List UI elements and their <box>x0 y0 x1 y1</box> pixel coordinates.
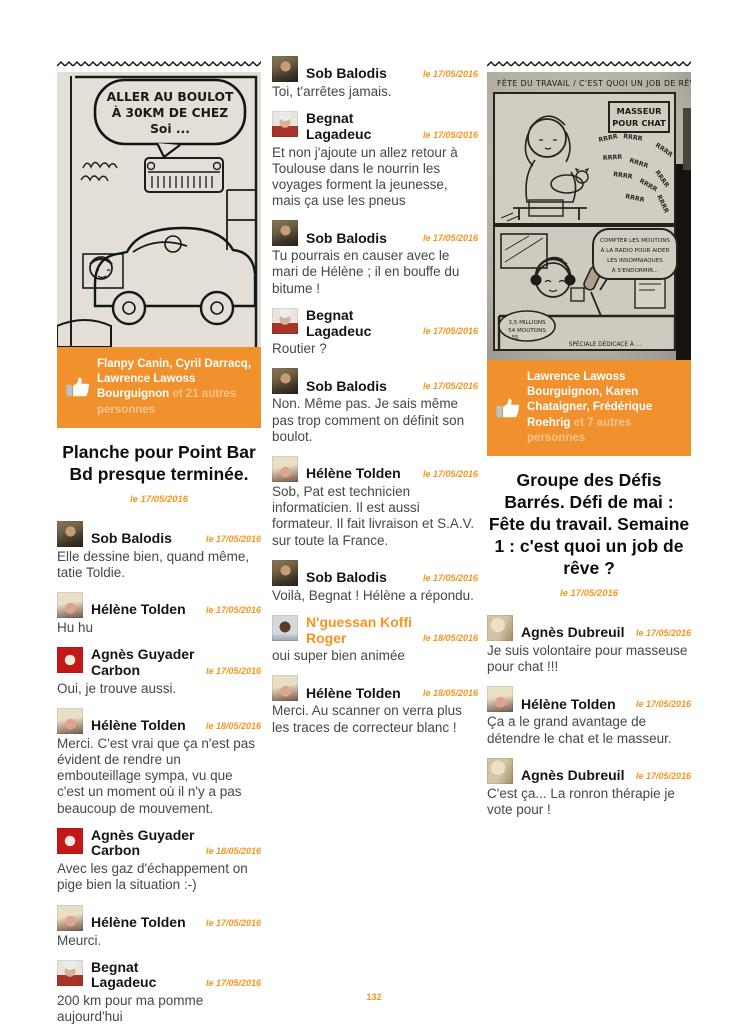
comment-date: le 18/05/2016 <box>422 688 478 699</box>
purr-text: RRRR <box>655 193 670 215</box>
comment-date: le 17/05/2016 <box>205 665 261 676</box>
comment-date: le 17/05/2016 <box>635 770 691 781</box>
comment-header <box>272 308 478 339</box>
comment-header <box>272 675 478 701</box>
comment-text: 200 km pour ma pomme aujourd'hui <box>57 993 204 1024</box>
comment <box>57 647 261 697</box>
commenter-name: Hélène Tolden <box>91 913 186 930</box>
comment-text: Voilà, Begnat ! Hélène a répondu. <box>272 587 474 603</box>
comment-date: le 18/05/2016 <box>205 846 261 857</box>
page-number: 132 <box>366 992 382 1002</box>
commenter-name: Hélène Tolden <box>91 717 186 734</box>
comment-date: le 17/05/2016 <box>422 233 478 244</box>
comments-middle-column <box>272 56 478 747</box>
comment-date: le 17/05/2016 <box>422 326 478 337</box>
comment-text: Meurci. <box>57 932 102 948</box>
comment <box>272 456 478 549</box>
comment-date: le 17/05/2016 <box>635 699 691 710</box>
commenter-name: Sob Balodis <box>306 65 387 82</box>
likers-more: et 21 autres personnes <box>97 388 237 416</box>
comment-header <box>272 111 478 142</box>
speech-bubble-line: À 30KM DE CHEZ <box>111 106 229 120</box>
comment-text: Tu pourrais en causer avec le mari de Hélène ; il en bouffe du bitume ! <box>272 248 460 296</box>
comment-header <box>57 521 261 547</box>
speech-bubble-line: LES INSOMNIAQUES <box>607 258 663 264</box>
commenter-name: Agnès Guyader Carbon <box>91 826 195 859</box>
comment-text: Hu hu <box>57 620 94 636</box>
commenter-name: Sob Balodis <box>306 377 387 394</box>
comment-header <box>57 960 261 991</box>
comment-header <box>57 905 261 931</box>
comment-text: Je suis volontaire pour masseuse pour chat !!! <box>487 643 688 675</box>
comment-text: C'est ça... La ronron thérapie je vote pour ! <box>487 785 675 818</box>
count-text: 3,5 MILLIONS <box>508 320 546 326</box>
comment-text: oui super bien animée <box>272 648 405 664</box>
comment <box>487 615 691 675</box>
comment-text: Sob, Pat est technicien informaticien. Il est aussi formateur. Il fait livraison et S.A.V. sur toute la France. <box>272 483 475 548</box>
comment <box>487 758 691 818</box>
commenter-name: N'guessan Koffi Roger <box>306 613 413 646</box>
comment-header <box>487 758 691 784</box>
purr-text: RRRR <box>597 133 619 144</box>
comment-date: le 17/05/2016 <box>205 605 261 616</box>
likers-more: et 7 autres personnes <box>527 416 632 444</box>
likers-names: Flanpy Canin, Cyril Darracq, Lawrence Lawoss Bourguignon <box>97 358 252 401</box>
commenter-avatar <box>272 560 298 586</box>
likes-banner <box>487 360 691 456</box>
comment-header <box>272 56 478 82</box>
comment-header <box>272 220 478 246</box>
comment-date: le 17/05/2016 <box>422 129 478 140</box>
speech-bubble-line: ALLER AU BOULOT <box>106 90 234 104</box>
sign-text: POUR CHAT <box>612 118 666 128</box>
zigzag-divider <box>487 60 691 68</box>
commenter-avatar <box>57 905 83 931</box>
commenter-name: Agnès Dubreuil <box>521 624 625 641</box>
comment-date: le 18/05/2016 <box>205 720 261 731</box>
comment-header <box>57 828 261 859</box>
commenter-name: Agnès Dubreuil <box>521 767 625 784</box>
commenter-avatar <box>272 368 298 394</box>
commenter-avatar <box>487 615 513 641</box>
comment-date: le 17/05/2016 <box>422 69 478 79</box>
likers-text <box>527 370 683 446</box>
commenter-avatar <box>57 960 83 986</box>
comment-header <box>57 647 261 678</box>
comment <box>272 560 478 604</box>
comment-header <box>272 368 478 394</box>
commenter-name: Agnès Guyader Carbon <box>91 646 195 679</box>
commenter-avatar <box>272 220 298 246</box>
thumbs-up-icon <box>496 397 522 419</box>
comment-date: le 18/05/2016 <box>422 633 478 644</box>
comment-text: Avec les gaz d'échappement on pige bien la situation :-) <box>57 861 248 893</box>
commenter-name: Begnat Lagadeuc <box>306 306 372 339</box>
comment-text: Merci. C'est vrai que ça n'est pas évident de rendre un embouteillage sympa, vu que c'est un moment où il n'y a pas beaucoup de mouvement. <box>57 735 255 816</box>
speech-bubble-line: Soi ... <box>150 122 190 136</box>
comment-header <box>487 615 691 641</box>
commenter-name: Hélène Tolden <box>521 695 616 712</box>
purr-text: RRRR <box>612 171 633 181</box>
post-title: Planche pour Point Bar Bd presque terminée. <box>62 441 256 484</box>
comic-caption: FÊTE DU TRAVAIL / C'EST QUOI UN JOB DE RÊVE ? <box>497 79 691 88</box>
comment-text: Non. Même pas. Je sais même pas trop comment on définit son boulot. <box>272 396 465 444</box>
purr-text: RRRR <box>638 177 659 194</box>
commenter-avatar <box>272 56 298 82</box>
comment-text: Et non j'ajoute un allez retour à Toulouse dans le nourrin les voyages forment la jeunesse, mais ça use les pneus <box>272 144 458 209</box>
likers-names: Lawrence Lawoss Bourguignon, Karen Chataigner, Frédérique Roehrig <box>527 371 653 429</box>
commenter-avatar <box>272 615 298 641</box>
comment-header <box>272 456 478 482</box>
comments-list <box>272 56 478 736</box>
commenter-avatar <box>487 758 513 784</box>
commenter-name: Hélène Tolden <box>306 684 401 701</box>
comment-text: Elle dessine bien, quand même, tatie Toldie. <box>57 548 250 580</box>
comment <box>272 615 478 665</box>
comment-text: Oui, je trouve aussi. <box>57 680 177 696</box>
commenter-avatar <box>57 521 83 547</box>
likes-banner <box>57 347 261 428</box>
comment <box>57 905 261 949</box>
comment-header <box>487 686 691 712</box>
commenter-name: Begnat Lagadeuc <box>91 958 157 991</box>
comment-text: Routier ? <box>272 341 327 357</box>
commenter-avatar <box>272 308 298 334</box>
commenter-avatar <box>487 686 513 712</box>
post-right-column <box>487 60 691 829</box>
comment <box>487 686 691 746</box>
commenter-name: Sob Balodis <box>306 229 387 246</box>
count-text: 55 <box>511 335 519 341</box>
comment-header <box>272 560 478 586</box>
thumbs-up-icon <box>66 376 92 398</box>
purr-text: RRRR <box>653 141 674 159</box>
comment-date: le 17/05/2016 <box>422 381 478 392</box>
comment <box>57 521 261 581</box>
comment <box>272 675 478 735</box>
commenter-avatar <box>57 828 83 854</box>
speech-bubble-line: À S'ENDORMIR... <box>611 268 659 274</box>
speech-bubble-line: À LA RADIO POUR AIDER <box>600 248 670 254</box>
comment-date: le 17/05/2016 <box>205 533 261 544</box>
comment <box>57 828 261 894</box>
comment-date: le 17/05/2016 <box>635 628 691 639</box>
speech-bubble-line: COMPTER LES MOUTONS <box>600 238 670 244</box>
comment <box>57 592 261 636</box>
post-date: le 17/05/2016 <box>129 493 189 505</box>
comment <box>272 368 478 445</box>
commenter-name: Sob Balodis <box>306 569 387 586</box>
post-date: le 17/05/2016 <box>559 588 619 600</box>
comment <box>272 111 478 209</box>
comic-image-traffic-jam <box>57 72 261 347</box>
commenter-avatar <box>57 647 83 673</box>
comment-header <box>57 592 261 618</box>
post-title: Groupe des Défis Barrés. Défi de mai : Fête du travail. Semaine 1 : c'est quoi un job de rêve ? <box>488 469 690 579</box>
comment-date: le 17/05/2016 <box>422 468 478 479</box>
commenter-name: Begnat Lagadeuc <box>306 110 372 142</box>
zigzag-divider <box>57 60 261 68</box>
purr-text: RRRR <box>628 157 650 170</box>
post-left-column <box>57 60 261 1024</box>
comment-date: le 17/05/2016 <box>422 572 478 583</box>
likers-text <box>97 357 253 418</box>
commenter-name: Sob Balodis <box>91 530 172 547</box>
commenter-avatar <box>57 592 83 618</box>
count-text: 54 MOUTONS <box>508 328 546 334</box>
comments-list <box>487 615 691 818</box>
comment-date: le 17/05/2016 <box>205 917 261 928</box>
comment-date: le 17/05/2016 <box>205 978 261 989</box>
commenter-avatar <box>272 675 298 701</box>
dedication-text: SPÉCIALE DÉDICACE À ... <box>568 342 642 348</box>
comment-header <box>57 708 261 734</box>
comic-image-cat-masseur <box>487 72 691 360</box>
commenter-name: Hélène Tolden <box>306 465 401 482</box>
comment-text: Merci. Au scanner on verra plus les traces de correcteur blanc ! <box>272 703 462 735</box>
comment <box>272 308 478 358</box>
comment <box>272 56 478 100</box>
comment <box>57 708 261 817</box>
comments-list <box>57 521 261 1024</box>
purr-text: RRRR <box>602 153 623 162</box>
purr-text: RRRR <box>622 133 643 143</box>
comment-header <box>272 615 478 646</box>
commenter-avatar <box>272 456 298 482</box>
commenter-avatar <box>272 111 298 137</box>
commenter-avatar <box>57 708 83 734</box>
purr-text: RRRR <box>624 193 646 204</box>
sign-text: MASSEUR <box>616 106 662 116</box>
comment <box>272 220 478 297</box>
comment-text: Ça a le grand avantage de détendre le chat et le masseur. <box>487 714 672 746</box>
comment-text: Toi, t'arrêtes jamais. <box>272 84 392 99</box>
purr-text: RRRR <box>653 169 671 190</box>
commenter-name: Hélène Tolden <box>91 601 186 618</box>
